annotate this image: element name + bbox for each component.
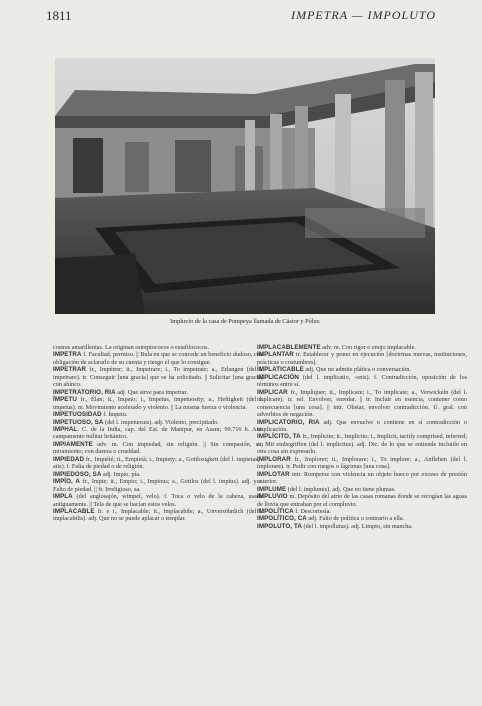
headword: IMPLACABLE (53, 507, 95, 515)
headword: IMPLÍCITO, TA (257, 433, 301, 441)
dictionary-entry (53, 441, 263, 456)
definition: fr. e i., Implacable; it., Implacabile; a., Unversöhnlich (del l. implacabilis). adj. Que no se puede aplacar o templar. (53, 507, 263, 523)
definition: f. Descortesía. (293, 507, 331, 515)
dictionary-entry (257, 419, 467, 434)
definition: fr., Impétrer; it., Impetrare; i., To impetrate; a., Erlangen (del l. impetrare). tr. Conseguir [una gracia] que se ha solicitado. || Solicitar [una gracia] con ahínco. (53, 366, 263, 389)
headword: ÍMPETU (53, 396, 77, 404)
definition: (del l. implicatio, -onis). f. Contradicción, oposición de los términos entre sí. (257, 373, 467, 389)
dictionary-entry (53, 366, 263, 388)
headword: IMPLORAR (257, 455, 291, 463)
definition: fr., Impie; it., Empio; i., Impious; a., Gottlos (del l. impius). adj. y s. Falto de piedad. || fr. Irreligioso, sa. (53, 478, 263, 493)
impluvium-photo (55, 58, 435, 314)
running-head: IMPETRA — IMPOLUTO (291, 8, 436, 22)
dictionary-entry (257, 515, 467, 522)
definition: adj. Falto de política o contrario a ella. (306, 515, 405, 523)
headword: IMPETRA (53, 351, 82, 359)
headword: IMPETUOSIDAD (53, 411, 102, 419)
headword: IMPHAL (53, 425, 78, 433)
dictionary-entry (257, 351, 467, 366)
dictionary-entry: costras amarillentas. La originan estreptococos o estafilococos. (53, 344, 210, 351)
figure-caption: Impluvio de la casa de Pompeya llamada de Cástor y Pólux (170, 318, 320, 325)
definition: (del l. impetuosus). adj. Violento, precipitado. (103, 418, 219, 426)
definition: fr., Implorer; it., Implorare; i., To implore; a., Anflehen (del l. implorare). tr. Pedir con ruegos o lágrimas [una cosa]. (257, 455, 467, 471)
dictionary-entry (53, 493, 263, 508)
definition: (del anglosajón, wimpel, velo). f. Toca o velo de la cabeza, usado antiguamente. || Tela de que se hacían estos velos. (53, 493, 263, 508)
definition: adj. Impío, pía. (101, 470, 141, 478)
headword: IMPLICATORIO, RIA (257, 418, 320, 426)
dictionary-entry (53, 508, 263, 523)
definition: (del l. impollutus). adj. Limpio, sin mancha. (301, 522, 413, 530)
dictionary-entry (257, 389, 467, 419)
headword: IMPETRATORIO, RIA (53, 388, 116, 396)
definition: fr., Élan; it., Impeto; i., Impetus, impetuosity; a., Heftigkeit (del l. impetus). m. Movimiento acelerado y violento. || La misma fuerza o violencia. (53, 396, 263, 411)
headword: IMPOLÍTICO, CA (257, 515, 307, 523)
definition: m. Depósito del atrio de las casas romanas donde se recogían las aguas de lluvia que entraban por el compluvio. (257, 493, 467, 508)
headword: IMPETUOSO, SA (53, 418, 104, 426)
headword: IMPLUVIO (257, 493, 288, 501)
dictionary-entry (257, 471, 467, 486)
dictionary-entry (53, 478, 263, 493)
page-number: 1811 (46, 8, 72, 23)
definition: tr. Establecer y poner en ejecución [doctrinas nuevas, instituciones, prácticas o costumbres]. (257, 351, 467, 366)
definition: intr. Romperse con violencia un objeto hueco por exceso de presión exterior. (257, 470, 467, 486)
headword: IMPETRAR (53, 366, 87, 374)
definition: adv. m. Con rigor o enojo implacable. (320, 344, 416, 351)
headword: IMPOLÍTICA (257, 507, 294, 515)
dictionary-entry (257, 374, 467, 389)
dictionary-entry (257, 456, 467, 471)
headword: IMPLUME (257, 485, 287, 493)
definition: f. Ímpetu. (101, 411, 128, 419)
definition: fr., Impiété; it., Empietà; i., Impiety; a., Gottlosigkeit (del l. impietas, -atis). f. Falta de piedad o de religión. (53, 455, 263, 471)
page-header (46, 6, 436, 28)
headword: IMPÍO, A (53, 478, 80, 486)
dictionary-entry (53, 396, 263, 411)
headword: IMPLATICABLE (257, 366, 304, 374)
headword: IMPLA (53, 493, 73, 501)
headword: IMPIEDAD (53, 455, 85, 463)
dictionary-entry (257, 486, 467, 493)
definition: (del l. implumis). adj. Que no tiene plumas. (286, 485, 396, 493)
definition: adj. Que envuelve o contiene en sí contradicción o implicación. (257, 418, 467, 433)
right-column (257, 344, 467, 530)
dictionary-entry (257, 523, 467, 530)
dictionary-entry (257, 344, 467, 351)
headword: IMPLICACIÓN (257, 373, 300, 381)
headword: IMPIEDOSO, SA (53, 470, 102, 478)
definition: . C. de la India, cap. del Est. de Manipur, en Asam; 99.716 h. Ant. campamento militar británico. (53, 425, 263, 441)
definition: f. Facultad, permiso. || Bula en que se concede un beneficio dudoso, con obligación de aclararlo de su cuenta y riesgo el que lo consigue. (53, 351, 263, 366)
dictionary-entry (53, 351, 263, 366)
headword: IMPLOTAR (257, 470, 290, 478)
headword: IMPLACABLEMENTE (257, 344, 321, 351)
dictionary-entry (53, 419, 263, 426)
definition: adj. Que no admite plática o conversación. (303, 366, 411, 374)
headword: IMPLICAR (257, 388, 288, 396)
headword: IMPLANTAR (257, 351, 294, 359)
definition: fr., Implicite; it., Implicito; i., Implicit, tacitly comprised, inferred; a., Mit einbegriffen (del l. implicitus). adj. Dic. de lo que se entiende incluido en otra cosa sin expresarlo. (257, 433, 467, 456)
dictionary-entry (257, 493, 467, 508)
definition: fr., Impliquer; it., Implicare; i., To implicate; a., Verwickeln (del l. implicare). tr. ref. Envolver, enredar. || tr. Incluir en esencia, contener como consecuencia [una cosa]. || intr. Obstar, envolver contradicción. Ú. gral. con adverbios de negación. (257, 388, 467, 419)
definition: adv. m. Con impiedad, sin religión. || Sin compasión, sin miramiento; con dureza o crueldad. (53, 440, 263, 456)
definition: adj. Que sirve para impetrar. (115, 388, 188, 396)
dictionary-entry (53, 426, 263, 441)
headword: IMPOLUTO, TA (257, 522, 302, 530)
headword: IMPIAMENTE (53, 440, 93, 448)
dictionary-entry (53, 456, 263, 471)
dictionary-entry (53, 411, 263, 418)
dictionary-entry (257, 433, 467, 455)
left-column (53, 344, 263, 523)
dictionary-entry (257, 366, 467, 373)
